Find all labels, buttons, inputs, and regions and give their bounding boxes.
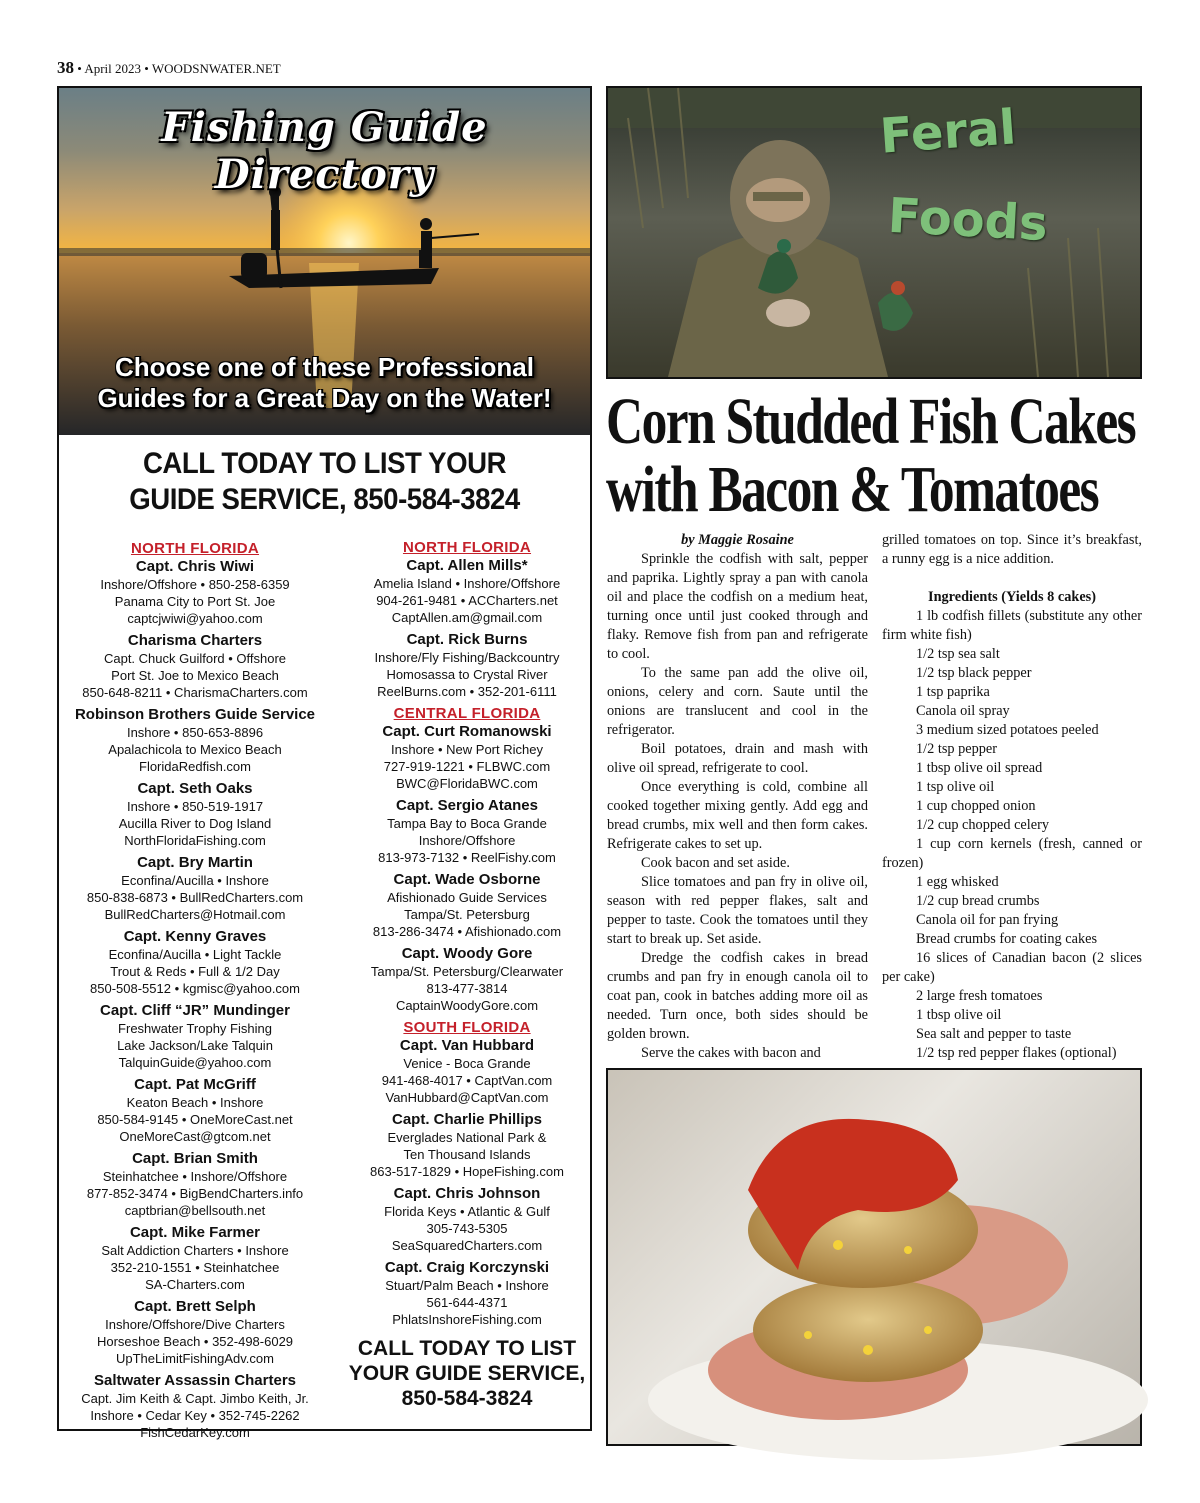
ingredient-item: Canola oil spray [916, 703, 1010, 719]
subtitle-line-2: Guides for a Great Day on the Water! [97, 383, 552, 413]
feral-foods-word-2: Foods [886, 187, 1050, 253]
guide-detail: CaptAllen.am@gmail.com [391, 610, 543, 625]
guide-detail: ReelBurns.com • 352-201-6111 [377, 684, 557, 699]
guide-listing [59, 1372, 331, 1441]
region-heading: NORTH FLORIDA [130, 540, 260, 557]
guide-name: Capt. Sergio Atanes [396, 797, 538, 814]
call-bottom-line: 850-584-3824 [401, 1387, 533, 1410]
guide-detail: UpTheLimitFishingAdv.com [116, 1351, 274, 1366]
region-heading: CENTRAL FLORIDA [393, 705, 541, 722]
guide-detail: Inshore • 850-519-1917 [126, 799, 264, 814]
guide-detail: 863-517-1829 • HopeFishing.com [370, 1164, 564, 1179]
guide-detail: Econfina/Aucilla • Light Tackle [108, 947, 282, 962]
ingredient-item: Sea salt and pepper to taste [916, 1026, 1072, 1042]
guide-detail: Tampa/St. Petersburg [404, 907, 530, 922]
guide-detail: CaptainWoodyGore.com [395, 998, 539, 1013]
guide-detail: 561-644-4371 [426, 1295, 508, 1310]
guide-detail: Freshwater Trophy Fishing [118, 1021, 272, 1036]
guide-detail: Horseshoe Beach • 352-498-6029 [96, 1334, 294, 1349]
ingredient-item: 1 tbsp olive oil [916, 1007, 1002, 1023]
guide-name: Capt. Brian Smith [132, 1150, 258, 1167]
guide-listing [59, 928, 331, 997]
guide-detail: TalquinGuide@yahoo.com [118, 1055, 272, 1070]
call-bottom-line: YOUR GUIDE SERVICE, [348, 1362, 586, 1385]
guide-listing [331, 557, 603, 626]
ingredient-item: 1 tbsp olive oil spread [916, 760, 1043, 776]
guide-listing [59, 1076, 331, 1145]
guide-detail: Lake Jackson/Lake Talquin [117, 1038, 273, 1053]
guide-detail: Stuart/Palm Beach • Inshore [385, 1278, 549, 1293]
guide-listing [59, 632, 331, 701]
guide-detail: Aucilla River to Dog Island [118, 816, 272, 831]
ingredient-item: 16 slices of Canadian bacon (2 slices per cake) [882, 950, 1142, 985]
fish-cakes-illustration [608, 1070, 1140, 1444]
ingredient-item: 1 tsp olive oil [916, 779, 995, 795]
guide-listing [331, 631, 603, 700]
guide-detail: Inshore • 850-653-8896 [126, 725, 264, 740]
guide-detail: Inshore • Cedar Key • 352-745-2262 [90, 1408, 300, 1423]
guide-detail: Trout & Reds • Full & 1/2 Day [110, 964, 280, 979]
guide-name: Capt. Cliff “JR” Mundinger [100, 1002, 290, 1019]
ingredient-item: 1/2 tsp black pepper [916, 665, 1032, 681]
directory-column-1 [59, 540, 331, 1446]
guide-name: Capt. Charlie Phillips [391, 1111, 543, 1128]
guide-detail: Inshore/Offshore/Dive Charters [105, 1317, 285, 1332]
article-paragraph: Once everything is cold, combine all cooked together mixing gently. Add egg and bread crumbs, mix well and then form cakes. Refrigerate cakes to set up. [607, 779, 868, 852]
headline-line-2: with Bacon & Tomatoes [606, 453, 1099, 526]
ingredient-item: Bread crumbs for coating cakes [916, 931, 1098, 947]
guide-detail: Afishionado Guide Services [387, 890, 547, 905]
guide-detail: 727-919-1221 • FLBWC.com [383, 759, 551, 774]
ingredient-item: 1 tsp paprika [916, 684, 990, 700]
guide-detail: VanHubbard@CaptVan.com [385, 1090, 549, 1105]
article-paragraph: To the same pan add the olive oil, onions, celery and corn. Saute until the onions are translucent and cool in the refrigerator. [607, 665, 868, 738]
guide-listing [331, 1185, 603, 1254]
guide-detail: 877-852-3474 • BigBendCharters.info [86, 1186, 304, 1201]
ingredient-item: 1/2 tsp sea salt [916, 646, 1000, 662]
guide-detail: Salt Addiction Charters • Inshore [101, 1243, 289, 1258]
guide-listing [331, 1259, 603, 1328]
guide-listing [331, 871, 603, 940]
guide-listing [331, 1111, 603, 1180]
guide-name: Capt. Woody Gore [401, 945, 533, 962]
guide-detail: 904-261-9481 • ACCharters.net [376, 593, 558, 608]
call-bottom-line: CALL TODAY TO LIST [357, 1337, 577, 1360]
guide-name: Capt. Curt Romanowski [382, 723, 552, 740]
feral-foods-word-1: Feral [878, 99, 1018, 165]
call-to-list-bottom [331, 1336, 603, 1411]
article-paragraph: Serve the cakes with bacon and [641, 1045, 821, 1061]
guide-detail: NorthFloridaFishing.com [124, 833, 266, 848]
guide-listing [59, 780, 331, 849]
ingredient-item: 3 medium sized potatoes peeled [916, 722, 1099, 738]
article-body-column-2 [882, 531, 1142, 1063]
guide-listing [59, 1224, 331, 1293]
guide-detail: Homosassa to Crystal River [386, 667, 548, 682]
article-paragraph: Dredge the codfish cakes in bread crumbs and pan fry in enough canola oil to coat pan, cook in batches adding more oil as needed. Turn once, both sides should be golden brown. [607, 950, 868, 1042]
region-heading: SOUTH FLORIDA [403, 1019, 531, 1036]
guide-detail: SA-Charters.com [145, 1277, 245, 1292]
ingredient-item: 1 cup chopped onion [916, 798, 1036, 814]
guide-detail: 850-838-6873 • BullRedCharters.com [86, 890, 304, 905]
ingredient-item: 1/2 cup chopped celery [916, 817, 1049, 833]
guide-listing [59, 706, 331, 775]
article-paragraph: Boil potatoes, drain and mash with olive oil spread, refrigerate to cool. [607, 741, 868, 776]
guide-name: Capt. Pat McGriff [134, 1076, 256, 1093]
guide-name: Charisma Charters [127, 632, 263, 649]
guide-detail: 850-508-5512 • kgmisc@yahoo.com [90, 981, 300, 996]
guide-detail: Tampa/St. Petersburg/Clearwater [370, 964, 564, 979]
call-top-line-1: CALL TODAY TO LIST YOUR [142, 447, 507, 480]
guide-detail: Venice - Boca Grande [403, 1056, 531, 1071]
ingredients-title: Ingredients (Yields 8 cakes) [928, 589, 1096, 605]
guide-name: Capt. Chris Johnson [393, 1185, 541, 1202]
guide-name: Robinson Brothers Guide Service [74, 706, 316, 723]
ingredient-item: 1/2 cup bread crumbs [916, 893, 1040, 909]
directory-column-2 [331, 539, 603, 1411]
guide-detail: PhlatsInshoreFishing.com [392, 1312, 542, 1327]
guide-detail: Everglades National Park & [387, 1130, 547, 1145]
ingredient-item: 2 large fresh tomatoes [916, 988, 1043, 1004]
call-to-list-top [80, 446, 569, 518]
guide-detail: 305-743-5305 [426, 1221, 508, 1236]
guide-detail: 352-210-1551 • Steinhatchee [110, 1260, 280, 1275]
sunset-fishing-photo [59, 88, 590, 435]
guide-detail: Inshore • New Port Richey [391, 742, 543, 757]
guide-listing [331, 945, 603, 1014]
article-headline [606, 385, 1136, 526]
guide-detail: Amelia Island • Inshore/Offshore [373, 576, 561, 591]
guide-name: Capt. Seth Oaks [137, 780, 253, 797]
guide-listing [59, 1002, 331, 1071]
guide-detail: Inshore/Offshore • 850-258-6359 [100, 577, 290, 592]
article-paragraph: Cook bacon and set aside. [641, 855, 790, 871]
guide-detail: Port St. Joe to Mexico Beach [111, 668, 279, 683]
guide-detail: captbrian@bellsouth.net [124, 1203, 266, 1218]
article-continued: grilled tomatoes on top. Since it’s breakfast, a runny egg is a nice addition. [882, 532, 1142, 567]
guide-listing [331, 723, 603, 792]
folio-text: • April 2023 • WOODSNWATER.NET [74, 61, 281, 76]
guide-detail: OneMoreCast@gtcom.net [119, 1129, 271, 1144]
ingredient-item: 1 cup corn kernels (fresh, canned or frozen) [882, 836, 1142, 871]
ingredient-item: Canola oil for pan frying [916, 912, 1059, 928]
guide-detail: 941-468-4017 • CaptVan.com [381, 1073, 553, 1088]
guide-detail: Econfina/Aucilla • Inshore [121, 873, 269, 888]
guide-name: Capt. Rick Burns [406, 631, 528, 648]
guide-name: Capt. Brett Selph [134, 1298, 256, 1315]
ingredient-item: 1/2 tsp pepper [916, 741, 997, 757]
guide-listing [59, 558, 331, 627]
guide-detail: Florida Keys • Atlantic & Gulf [384, 1204, 550, 1219]
guide-detail: Keaton Beach • Inshore [126, 1095, 264, 1110]
article-body-column-1 [607, 531, 868, 1063]
call-top-line-2: GUIDE SERVICE, 850-584-3824 [129, 483, 520, 516]
fishing-guide-directory [57, 86, 592, 1440]
guide-name: Capt. Van Hubbard [399, 1037, 535, 1054]
guide-detail: captcjwiwi@yahoo.com [127, 611, 263, 626]
guide-name: Capt. Bry Martin [137, 854, 253, 871]
guide-listing [331, 1037, 603, 1106]
guide-detail: Panama City to Port St. Joe [114, 594, 276, 609]
ingredients-list [882, 607, 1142, 1063]
ingredient-item: 1/2 tsp red pepper flakes (optional) [916, 1045, 1117, 1061]
article-paragraph: Sprinkle the codfish with salt, pepper and paprika. Lightly spray a pan with canola oil and place the codfish on a medium heat, turning once until just cooked through and flaky. Remove fish from pan and refrigerate to cool. [607, 551, 868, 662]
guide-detail: FloridaRedfish.com [139, 759, 251, 774]
page-number: 38 [57, 58, 74, 77]
subtitle-line-1: Choose one of these Professional [115, 352, 534, 382]
guide-detail: Inshore/Offshore [418, 833, 516, 848]
fish-cakes-photo [606, 1068, 1142, 1446]
guide-listing [59, 1150, 331, 1219]
guide-listing [59, 854, 331, 923]
guide-name: Capt. Wade Osborne [393, 871, 541, 888]
guide-name: Capt. Kenny Graves [123, 928, 267, 945]
guide-detail: Steinhatchee • Inshore/Offshore [102, 1169, 288, 1184]
page-folio [57, 58, 281, 78]
guide-detail: Tampa Bay to Boca Grande [387, 816, 547, 831]
article-paragraph: Slice tomatoes and pan fry in olive oil, season with red pepper flakes, salt and pepper to taste. Cook the tomatoes until they start to break up. Set aside. [607, 874, 868, 947]
hunter-illustration [608, 88, 1140, 377]
guide-detail: BullRedCharters@Hotmail.com [104, 907, 286, 922]
guide-listing [59, 1298, 331, 1367]
directory-title: Fishing Guide Directory [161, 104, 488, 198]
guide-name: Capt. Allen Mills* [406, 557, 528, 574]
feral-foods-hunter-photo [606, 86, 1142, 379]
guide-detail: Inshore/Fly Fishing/Backcountry [374, 650, 560, 665]
guide-detail: BWC@FloridaBWC.com [396, 776, 538, 791]
guide-name: Capt. Chris Wiwi [135, 558, 255, 575]
fish-cake-bottom [753, 1278, 983, 1382]
guide-name: Capt. Craig Korczynski [384, 1259, 550, 1276]
guide-detail: SeaSquaredCharters.com [391, 1238, 543, 1253]
ingredient-item: 1 egg whisked [916, 874, 999, 890]
guide-detail: FishCedarKey.com [140, 1425, 250, 1440]
directory-subtitle [59, 352, 590, 414]
guide-listing [331, 797, 603, 866]
guide-detail: 850-648-8211 • CharismaCharters.com [82, 685, 308, 700]
guide-detail: Capt. Chuck Guilford • Offshore [103, 651, 287, 666]
guide-detail: 813-973-7132 • ReelFishy.com [378, 850, 556, 865]
byline: by Maggie Rosaine [681, 532, 794, 548]
ingredient-item: 1 lb codfish fillets (substitute any other firm white fish) [882, 608, 1142, 643]
guide-name: Saltwater Assassin Charters [93, 1372, 297, 1389]
guide-detail: Ten Thousand Islands [403, 1147, 531, 1162]
guide-detail: 850-584-9145 • OneMoreCast.net [97, 1112, 293, 1127]
guide-name: Capt. Mike Farmer [129, 1224, 261, 1241]
guide-detail: 813-286-3474 • Afishionado.com [372, 924, 562, 939]
guide-detail: Apalachicola to Mexico Beach [108, 742, 282, 757]
guide-detail: 813-477-3814 [426, 981, 508, 996]
guide-detail: Capt. Jim Keith & Capt. Jimbo Keith, Jr. [81, 1391, 309, 1406]
region-heading: NORTH FLORIDA [402, 539, 532, 556]
headline-line-1: Corn Studded Fish Cakes [606, 385, 1136, 458]
